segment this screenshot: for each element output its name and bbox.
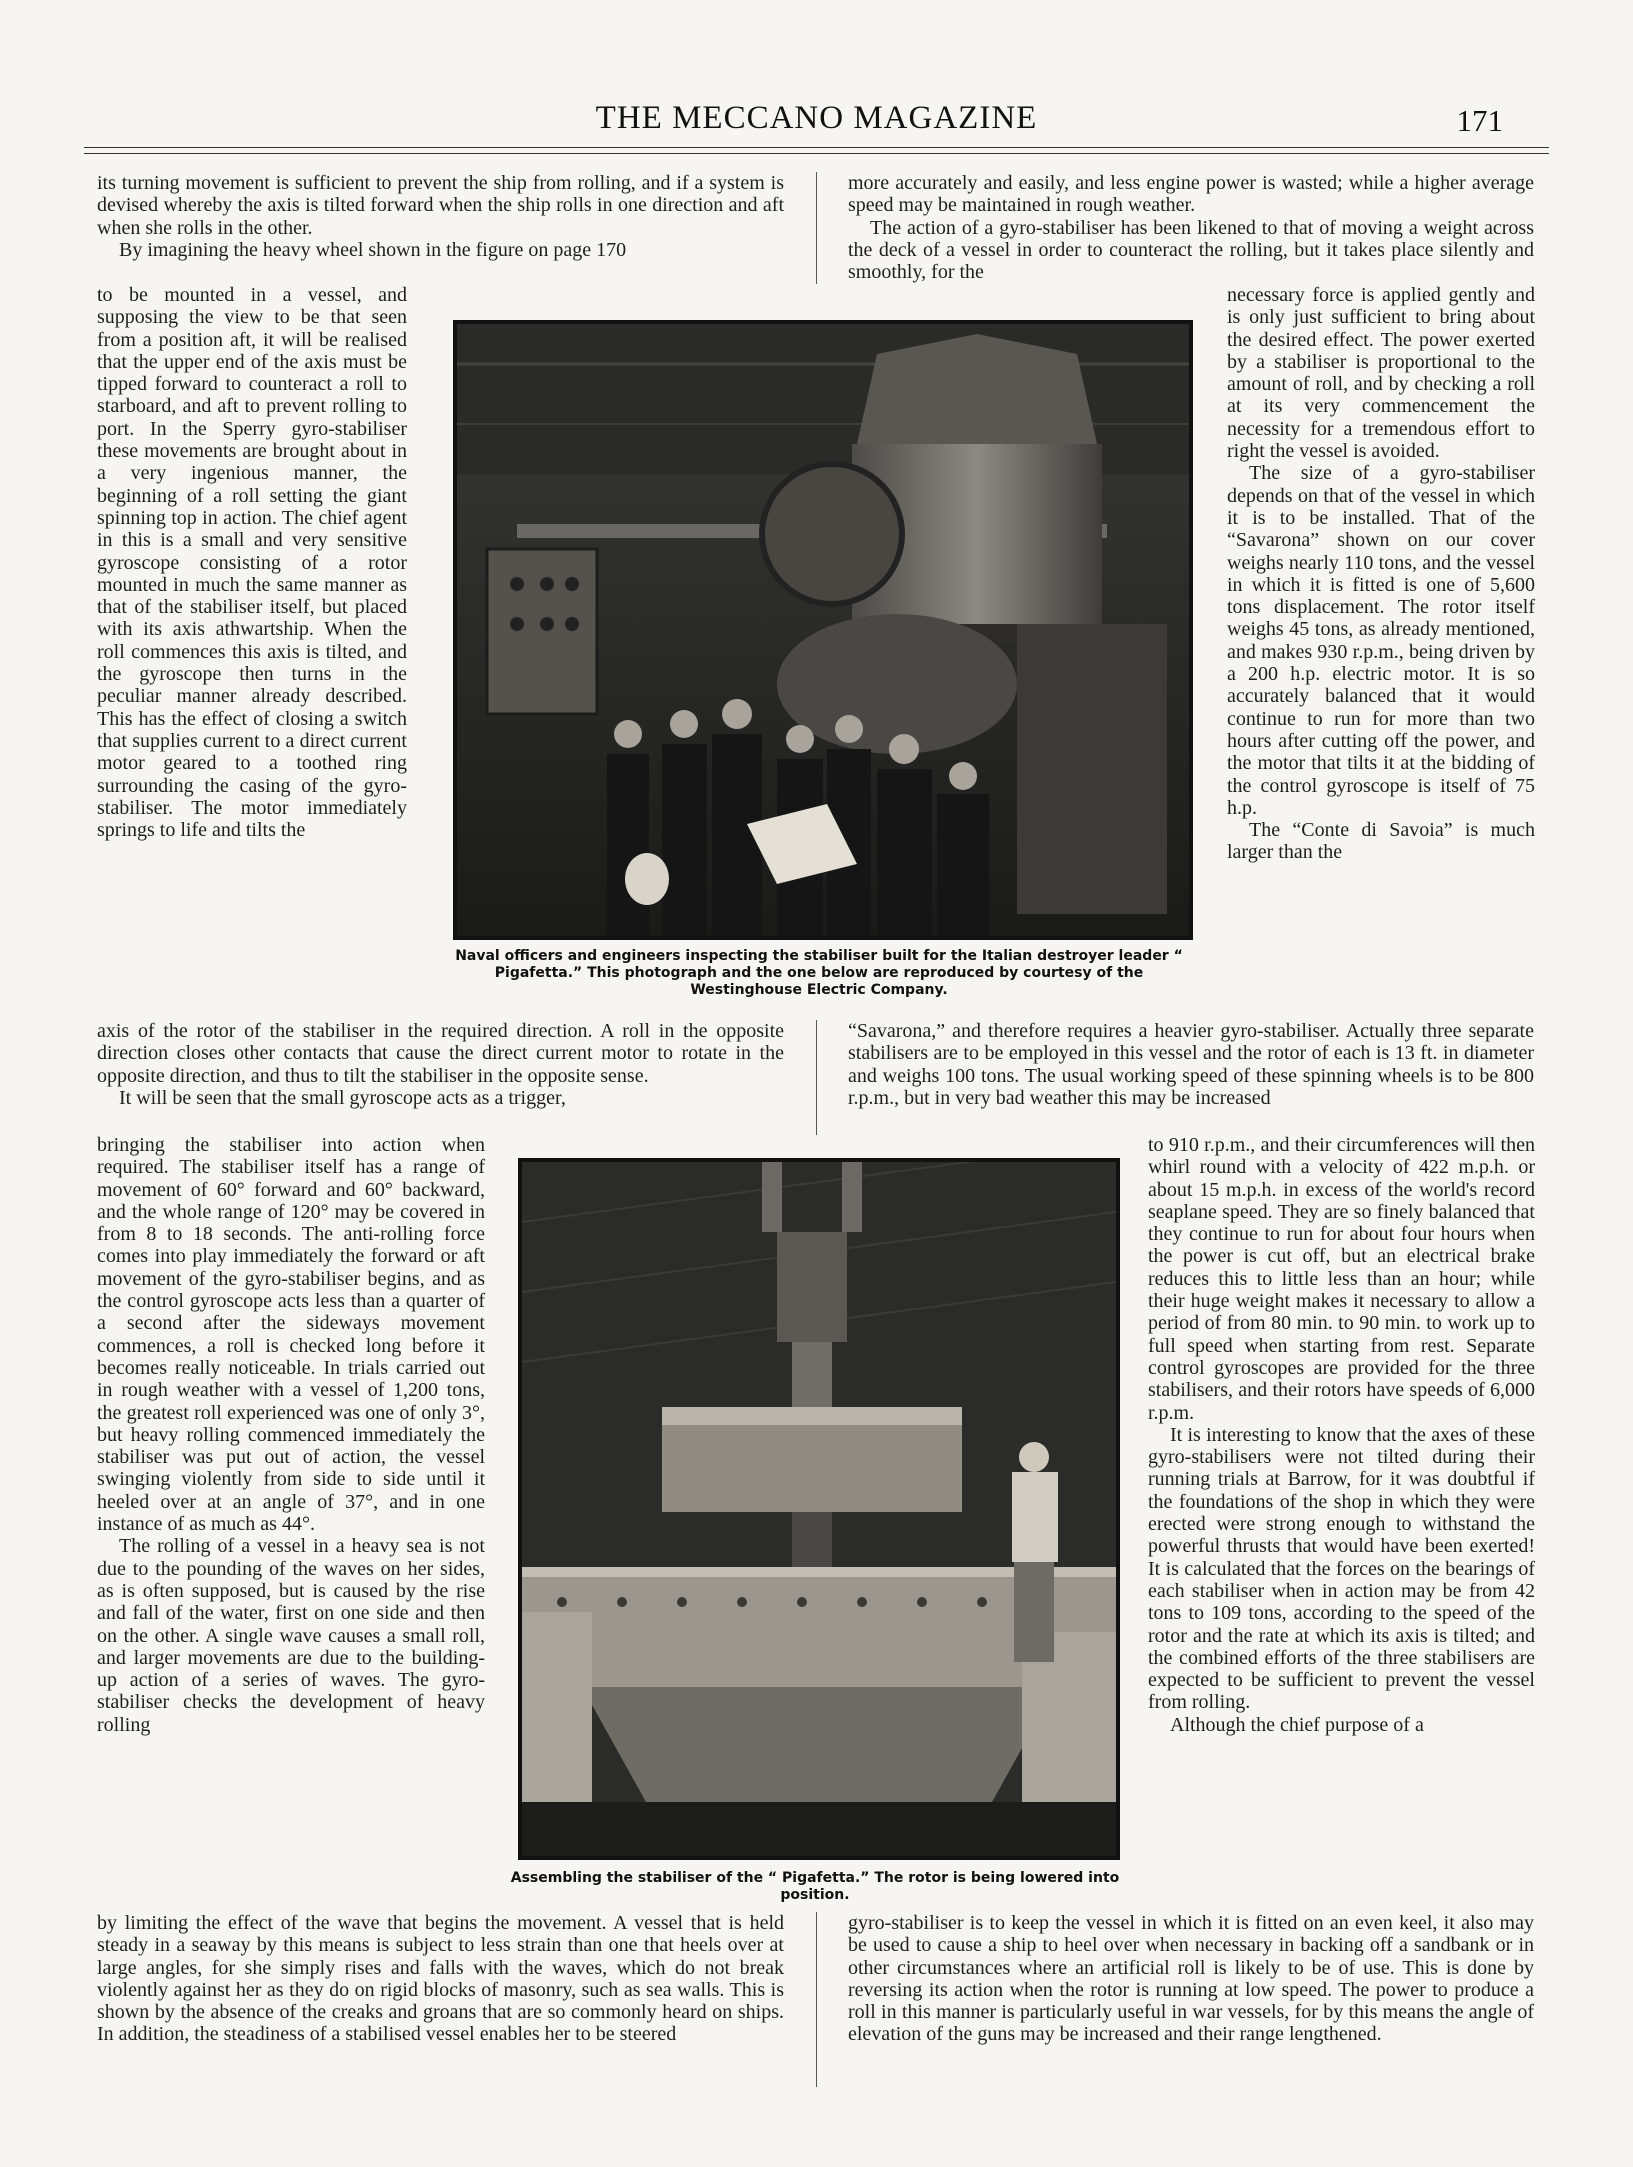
right-column-top bbox=[848, 172, 1534, 283]
paragraph: “Savarona,” and therefore requires a heavier gyro-stabiliser. Actually three separate stabilisers are to be employed in this vessel and the rotor of each is 13 ft. in diameter and weighs 100 tons. The usual working speed of these spinning wheels is to be 800 r.p.m., but in very bad weather this may be increased bbox=[848, 1020, 1534, 1109]
column-divider bbox=[816, 1020, 817, 1135]
header-rule bbox=[84, 153, 1549, 154]
paragraph: By imagining the heavy wheel shown in the figure on page 170 bbox=[119, 238, 627, 261]
column-divider bbox=[816, 1912, 817, 2087]
paragraph: necessary force is applied gently and is only just sufficient to bring about the desired effect. The power exerted by a stabiliser is proportional to the amount of roll, and by checking a roll at its very commencement the necessity for a tremendous effort to right the vessel is avoided. bbox=[1227, 284, 1535, 463]
page-number: 171 bbox=[1456, 103, 1503, 138]
paragraph: The action of a gyro-stabiliser has been likened to that of moving a weight across the deck of a vessel in order to counteract the rolling, but it takes place silently and smoothly, for the bbox=[848, 216, 1534, 284]
paragraph: The “Conte di Savoia” is much larger than the bbox=[1227, 819, 1535, 864]
photo-officers-inspecting-stabiliser bbox=[453, 320, 1193, 940]
paragraph: The rolling of a vessel in a heavy sea is not due to the pounding of the waves on her sides, as is often supposed, but is caused by the rise and fall of the water, first on one side and then on the other. A single wave causes a small roll, and larger movements are due to the building-up action of a series of waves. The gyro-stabiliser checks the development of heavy rolling bbox=[97, 1535, 485, 1736]
photo-rotor-being-lowered bbox=[518, 1158, 1120, 1860]
paragraph: gyro-stabiliser is to keep the vessel in which it is fitted on an even keel, it also may be used to cause a ship to heel over when necessary in backing off a sandbank or in other circumstances where an artificial roll is likely to be of use. This is done by reversing its action when the rotor is running at low speed. The power to produce a roll in this manner is particularly useful in war vessels, for by this means the angle of elevation of the guns may be increased and their range lengthened. bbox=[848, 1912, 1534, 2046]
page-header-title: THE MECCANO MAGAZINE bbox=[595, 100, 1038, 136]
left-column-wrap-2 bbox=[97, 1134, 485, 1736]
paragraph: The size of a gyro-stabiliser depends on that of the vessel in which it is to be installed. That of the “Savarona” shown on our cover weighs nearly 110 tons, and the vessel in which it is fitted is one of 5,600 tons displacement. The rotor itself weighs 45 tons, as already mentioned, and makes 930 r.p.m., being driven by a 200 h.p. electric motor. It is so accurately balanced that it would continue to run for more than two hours after cutting off the power, and the motor that tilts it at the bidding of the control gyroscope is itself of 75 h.p. bbox=[1227, 462, 1535, 819]
photo-illustration bbox=[457, 324, 1189, 936]
paragraph: bringing the stabiliser into action when required. The stabiliser itself has a range of movement of 60° forward and 60° backward, and the whole range of 120° may be covered in from 8 to 18 seconds. The anti-rolling force comes into play immediately the forward or aft movement of the gyro-stabiliser begins, and as the control gyroscope acts less than a quarter of a second after the sideways movement commences, a roll is checked long before it becomes really noticeable. In trials carried out in rough weather with a vessel of 1,200 tons, the greatest roll experienced was one of only 3°, but heavy rolling commenced immediately the stabiliser was put out of action, the vessel swinging violently from side to side until it heeled over at an angle of 37°, and in one instance of as much as 44°. bbox=[97, 1134, 485, 1536]
left-column-top bbox=[97, 172, 784, 261]
right-column-middle bbox=[848, 1020, 1534, 1109]
paragraph: It is interesting to know that the axes of these gyro-stabilisers were not tilted during their running trials at Barrow, for it was doubtful if the foundations of the shop in which they were erected were strong enough to withstand the powerful thrusts that would have been exerted! It is calculated that the forces on the bearings of each stabiliser when in action may be from 42 tons to 109 tons, according to the speed of the rotor and the rate at which its axis is tilted; and the combined efforts of the three stabilisers are expected to be sufficient to prevent the vessel from rolling. bbox=[1148, 1423, 1535, 1714]
left-column-bottom bbox=[97, 1912, 784, 2046]
left-column-middle bbox=[97, 1020, 784, 1109]
paragraph: to 910 r.p.m., and their circumferences will then whirl round with a velocity of 422 m.p.h. or about 15 m.p.h. in excess of the world's record seaplane speed. They are so finely balanced that they continue to run for about four hours when the power is cut off, but an electrical brake reduces this to little less than an hour; while their huge weight makes it necessary to allow a period of from 80 min. to 90 min. to work up to full speed when starting from rest. Separate control gyroscopes are provided for the three stabilisers, and their rotors have speeds of 6,000 r.p.m. bbox=[1148, 1134, 1535, 1424]
column-divider bbox=[816, 172, 817, 284]
paragraph: its turning movement is sufficient to prevent the ship from rolling, and if a system is devised whereby the axis is tilted forward when the ship rolls in one direction and aft when she rolls in the other. bbox=[97, 172, 784, 239]
left-column-wrap bbox=[97, 284, 407, 841]
right-column-bottom bbox=[848, 1912, 1534, 2046]
photo-illustration bbox=[522, 1162, 1116, 1856]
figure-caption: Assembling the stabiliser of the “ Pigafetta.” The rotor is being lowered into position. bbox=[510, 1870, 1120, 1903]
header-rule bbox=[84, 147, 1549, 148]
paragraph: more accurately and easily, and less engine power is wasted; while a higher average speed may be maintained in rough weather. bbox=[848, 172, 1534, 217]
right-column-wrap-2 bbox=[1148, 1134, 1535, 1736]
paragraph: It will be seen that the small gyroscope acts as a trigger, bbox=[119, 1086, 566, 1109]
paragraph: by limiting the effect of the wave that begins the movement. A vessel that is held steady in a seaway by this means is subject to less strain than one that heels over at large angles, for she simply rises and falls with the waves, which do not break violently against her as they do on rigid blocks of masonry, such as sea walls. This is shown by the absence of the creaks and groans that are so commonly heard on ships. In addition, the steadiness of a stabilised vessel enables her to be steered bbox=[97, 1912, 784, 2046]
paragraph: to be mounted in a vessel, and supposing the view to be that seen from a position aft, it will be realised that the upper end of the axis must be tipped forward to counteract a roll to starboard, and aft to prevent rolling to port. In the Sperry gyro-stabiliser these movements are brought about in a very ingenious manner, the beginning of a roll setting the giant spinning top in action. The chief agent in this is a small and very sensitive gyroscope consisting of a rotor mounted in much the same manner as that of the stabiliser itself, but placed with its axis athwartship. When the roll commences this axis is tilted, and the gyroscope then turns in the peculiar manner already described. This has the effect of closing a switch that supplies current to a direct current motor geared to a toothed ring surrounding the casing of the gyro-stabiliser. The motor immediately springs to life and tilts the bbox=[97, 284, 407, 842]
paragraph: Although the chief purpose of a bbox=[1170, 1713, 1424, 1736]
paragraph: axis of the rotor of the stabiliser in the required direction. A roll in the opposite direction closes other contacts that cause the direct current motor to rotate in the opposite direction, and thus to tilt the stabiliser in the opposite sense. bbox=[97, 1020, 784, 1087]
figure-caption: Naval officers and engineers inspecting the stabiliser built for the Italian destroyer leader “ Pigafetta.” This photograph and the one below are reproduced by courtesy of the Westinghouse Electric Company. bbox=[455, 948, 1183, 998]
right-column-wrap bbox=[1227, 284, 1535, 864]
